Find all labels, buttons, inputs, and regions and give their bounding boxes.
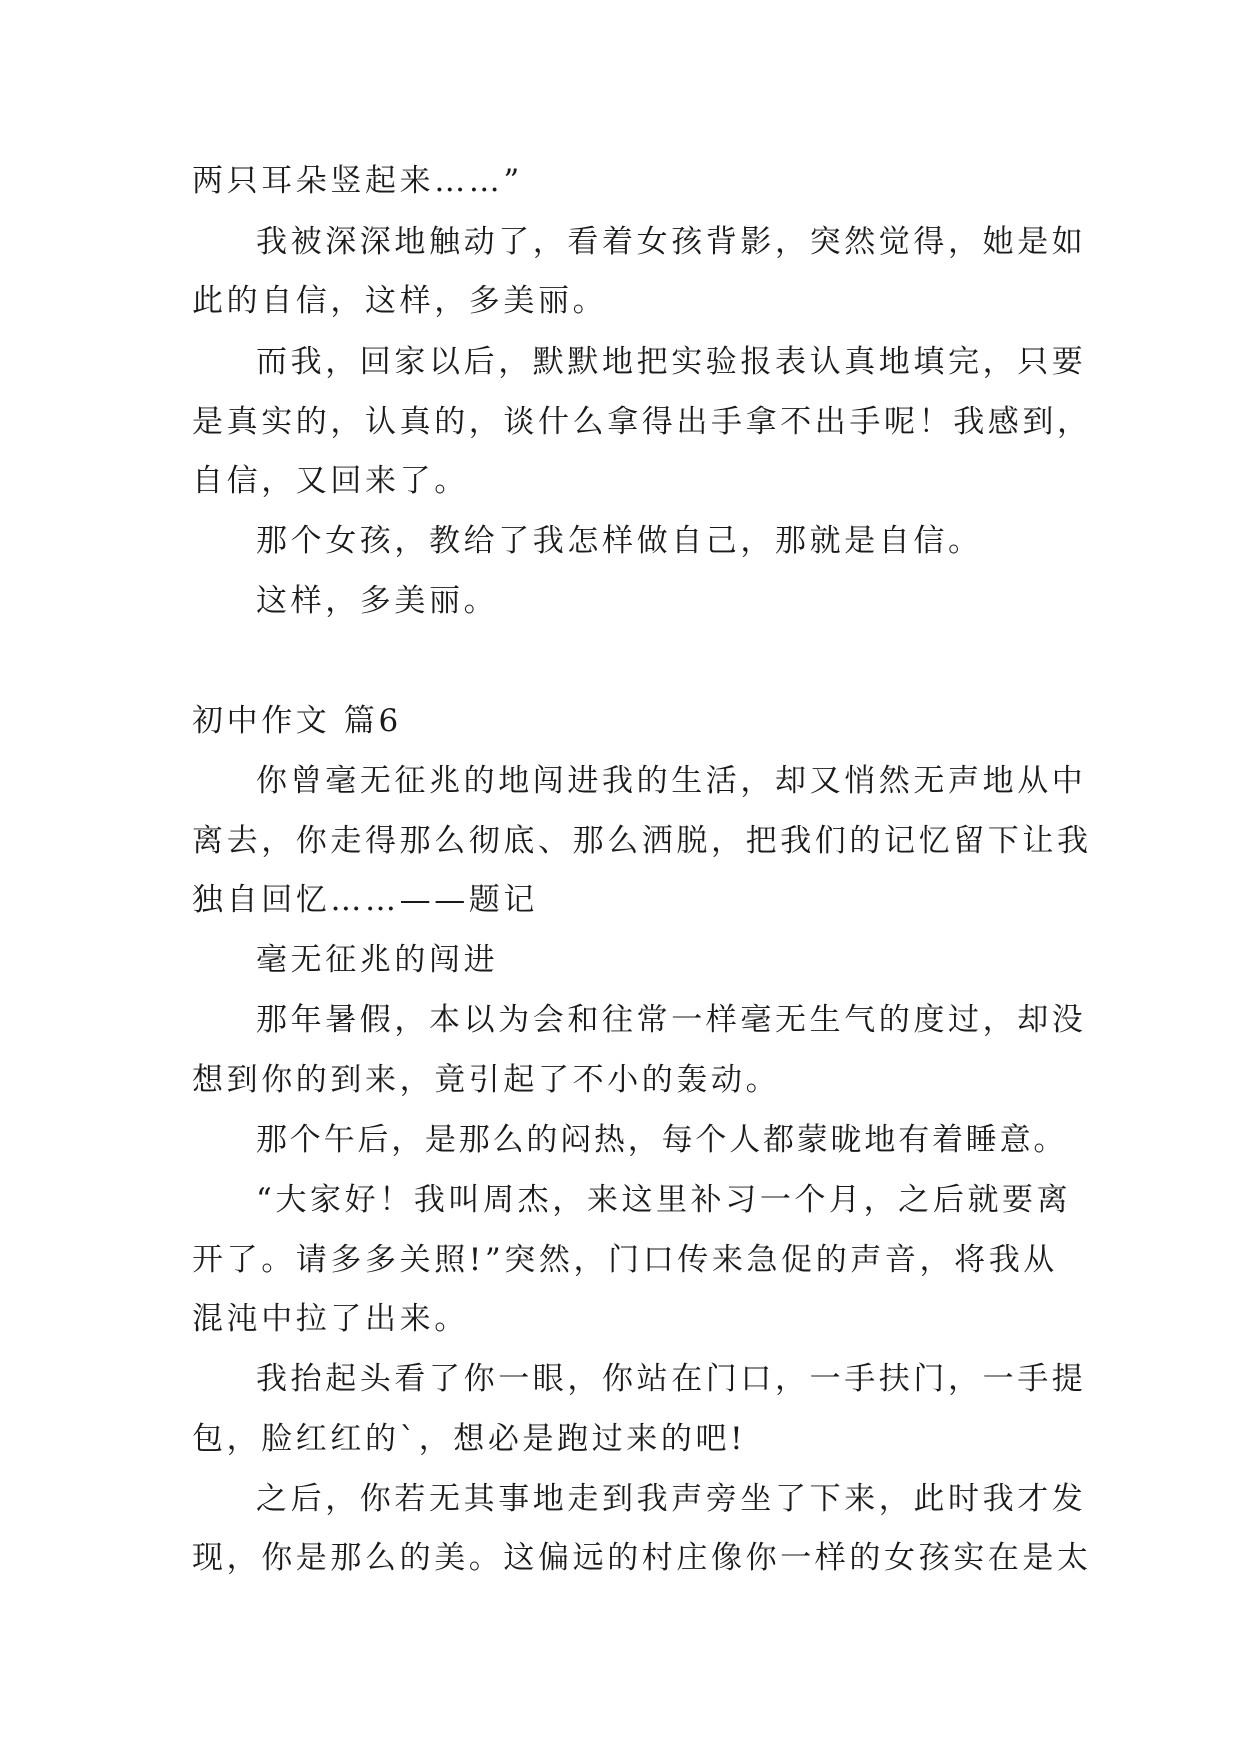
paragraph-line: 此的自信，这样，多美丽。 — [192, 283, 608, 319]
paragraph-line: 那个午后，是那么的闷热，每个人都蒙昽地有着睡意。 — [256, 1122, 1068, 1158]
paragraph-line: 那个女孩，教给了我怎样做自己，那就是自信。 — [256, 523, 983, 559]
paragraph-line: 现，你是那么的美。这偏远的村庄像你一样的女孩实在是太 — [192, 1540, 1092, 1576]
paragraph-line: 独自回忆……——题记 — [192, 882, 538, 918]
paragraph-line: 想到你的到来，竟引起了不小的轰动。 — [192, 1062, 781, 1098]
paragraph-line: 那年暑假，本以为会和往常一样毫无生气的度过，却没 — [256, 1002, 1087, 1038]
paragraph-line: 离去，你走得那么彻底、那么洒脱，把我们的记忆留下让我 — [192, 823, 1092, 859]
paragraph-line: 包，脸红红的`，想必是跑过来的吧! — [192, 1421, 747, 1457]
paragraph-line: 我被深深地触动了，看着女孩背影，突然觉得，她是如 — [256, 224, 1087, 260]
paragraph-line: 两只耳朵竖起来……” — [192, 163, 523, 199]
paragraph-line: “大家好！我叫周杰，来这里补习一个月，之后就要离 — [256, 1182, 1072, 1218]
paragraph-line: 混沌中拉了出来。 — [192, 1301, 469, 1337]
paragraph-line: 自信，又回来了。 — [192, 463, 469, 499]
paragraph-line: 你曾毫无征兆的地闯进我的生活，却又悄然无声地从中 — [256, 763, 1087, 799]
paragraph-line: 开了。请多多关照!”突然，门口传来急促的声音，将我从 — [192, 1242, 1058, 1278]
paragraph-line: 而我，回家以后，默默地把实验报表认真地填完，只要 — [256, 344, 1087, 380]
subheading: 毫无征兆的闯进 — [256, 942, 499, 978]
section-heading: 初中作文 篇6 — [192, 703, 402, 739]
paragraph-line: 这样，多美丽。 — [256, 583, 499, 619]
paragraph-line: 是真实的，认真的，谈什么拿得出手拿不出手呢！我感到， — [192, 404, 1092, 440]
paragraph-line: 我抬起头看了你一眼，你站在门口，一手扶门，一手提 — [256, 1361, 1087, 1397]
paragraph-line: 之后，你若无其事地走到我声旁坐了下来，此时我才发 — [256, 1481, 1087, 1517]
